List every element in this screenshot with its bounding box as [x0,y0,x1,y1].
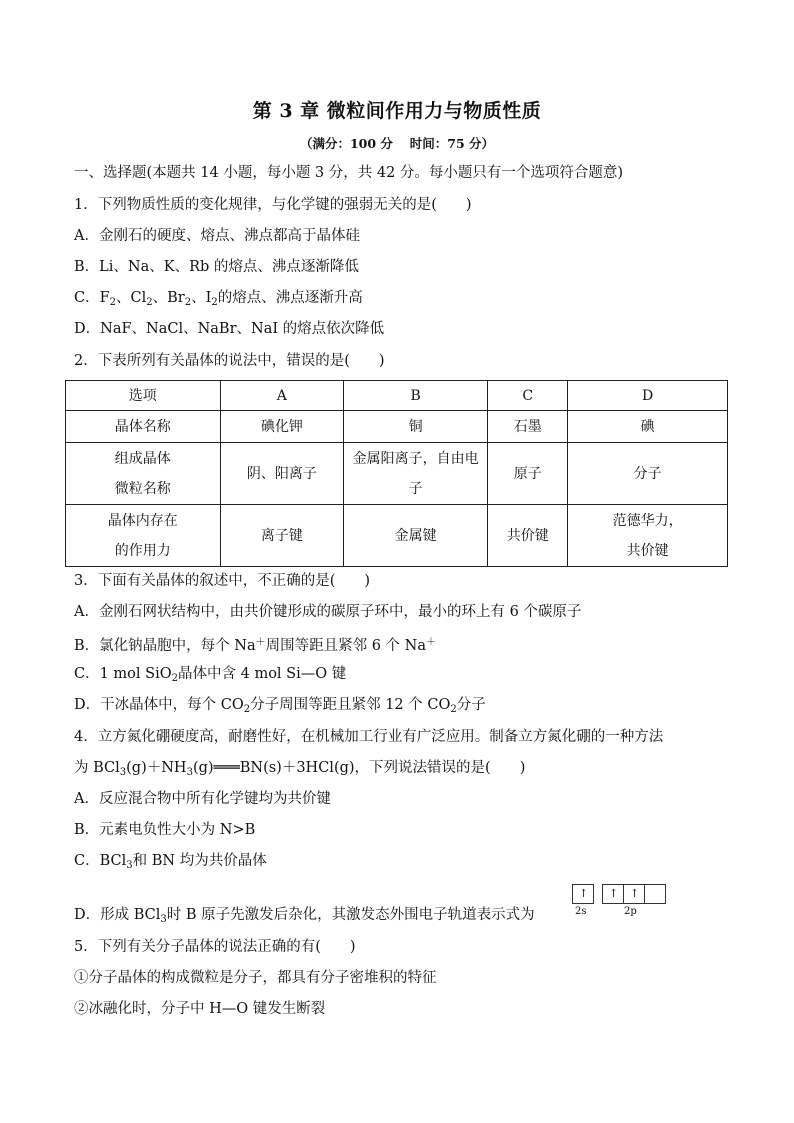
table-cell: 离子键 [220,505,343,567]
q4-option-a: A．反应混合物中所有化学键均为共价键 [74,791,331,807]
table-cell: 晶体内存在 的作用力 [66,505,221,567]
table-row [66,505,728,567]
table-cell: A [220,381,343,411]
table-cell: 共价键 [488,505,568,567]
table-cell: 晶体名称 [66,411,221,443]
section-heading: 一、选择题(本题共 14 小题，每小题 3 分，共 42 分。每小题只有一个选项符合题意) [74,165,624,181]
q5-item-1: ①分子晶体的构成微粒是分子，都具有分子密堆积的特征 [74,970,437,986]
orbital-box-2p-1 [602,884,624,904]
q5-item-2: ②冰融化时，分子中 H—O 键发生断裂 [74,1001,326,1017]
q3-option-a: A．金刚石网状结构中，由共价键形成的碳原子环中，最小的环上有 6 个碳原子 [74,604,582,620]
table-cell: 碘化钾 [220,411,343,443]
q3-option-d: D．干冰晶体中，每个 $CO_2$分子周围等距且紧邻 12 个 $CO_2$分子 [74,697,486,715]
q4-option-b: B．元素电负性大小为 N>B [74,822,256,838]
table-cell: 原子 [488,443,568,505]
orbital-box-2s [572,884,594,904]
q4-stem-line1: 4．立方氮化硼硬度高，耐磨性好，在机械加工行业有广泛应用。制备立方氮化硼的一种方法 [74,729,664,745]
table-cell: 金属阳离子，自由电子 [344,443,488,505]
q3-option-c: C．1 mol SiO$_2$晶体中含 4 mol Si—O 键 [74,666,347,684]
q4-stem-line2: 为 $BCl_3(g)+NH_3(g)═══BN(s)+3HCl(g)$，下列说法错误的是( ) [74,760,526,778]
page-title: 第 3 章 微粒间作用力与物质性质 [252,100,542,122]
q1-option-a: A．金刚石的硬度、熔点、沸点都高于晶体硅 [74,228,360,244]
q3-stem: 3．下面有关晶体的叙述中，不正确的是( ) [74,573,371,589]
exam-info: （满分：100 分 时间：75 分） [299,136,495,151]
table-cell: 范德华力， 共价键 [568,505,728,567]
table-cell: 分子 [568,443,728,505]
table-header-row [66,381,728,411]
table-cell: 选项 [66,381,221,411]
table-cell: 碘 [568,411,728,443]
up-arrow-icon: ↑ [609,887,619,900]
q1-stem: 1．下列物质性质的变化规律，与化学键的强弱无关的是( ) [74,197,472,213]
orbital-box-2p-3 [644,884,666,904]
q4-option-c: C．BCl$_3$和 BN 均为共价晶体 [74,853,267,871]
q1-option-c: C．$F_2$、$Cl_2$、$Br_2$、$I_2$的熔点、沸点逐渐升高 [74,290,363,308]
orbital-label-2s: 2s [575,906,587,917]
orbital-diagram [572,884,668,920]
table-cell: B [344,381,488,411]
table-cell: D [568,381,728,411]
up-arrow-icon: ↑ [579,887,589,900]
orbital-label-2p: 2p [624,906,637,917]
table-cell: 石墨 [488,411,568,443]
table-cell: C [488,381,568,411]
crystal-table [65,380,728,567]
q5-stem: 5．下列有关分子晶体的说法正确的有( ) [74,939,356,955]
q1-option-d: D．NaF、NaCl、NaBr、NaI 的熔点依次降低 [74,321,385,337]
table-row [66,443,728,505]
table-cell: 铜 [344,411,488,443]
q2-stem: 2．下表所列有关晶体的说法中，错误的是( ) [74,353,385,369]
table-row [66,411,728,443]
table-cell: 金属键 [344,505,488,567]
table-cell: 组成晶体 微粒名称 [66,443,221,505]
up-arrow-icon: ↑ [630,887,640,900]
table-cell: 阴、阳离子 [220,443,343,505]
q4-option-d: D．形成 BCl$_3$时 B 原子先激发后杂化，其激发态外围电子轨道表示式为 [74,907,535,925]
q3-option-b: B．氯化钠晶胞中，每个 Na＋周围等距且紧邻 6 个 Na＋ [74,637,436,654]
orbital-box-2p-2 [623,884,645,904]
q1-option-b: B．Li、Na、K、Rb 的熔点、沸点逐渐降低 [74,259,359,275]
